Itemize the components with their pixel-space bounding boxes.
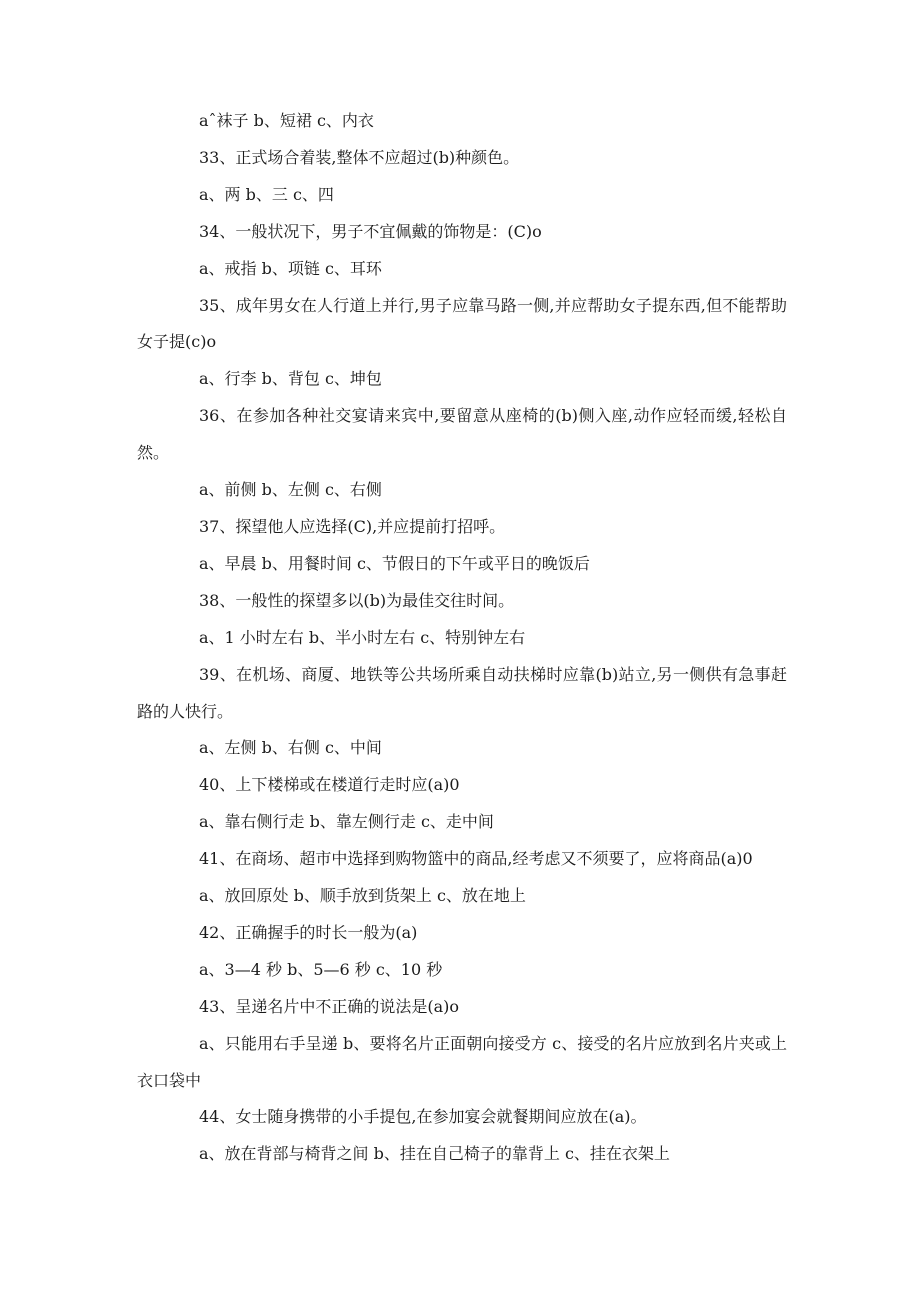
document-body bbox=[137, 103, 787, 1173]
question-34: 34、一般状况下，男子不宜佩戴的饰物是：(C)o bbox=[199, 221, 542, 241]
answer-options-44: a、放在背部与椅背之间 b、挂在自己椅子的靠背上 c、挂在衣架上 bbox=[199, 1144, 670, 1164]
question-39: 39、在机场、商厦、地铁等公共场所乘自动扶梯时应靠(b)站立,另一侧供有急事赶路的人快行。 bbox=[137, 664, 787, 721]
question-41: 41、在商场、超市中选择到购物篮中的商品,经考虑又不须要了，应将商品(a)0 bbox=[199, 849, 753, 869]
question-44: 44、女士随身携带的小手提包,在参加宴会就餐期间应放在(a)。 bbox=[199, 1107, 647, 1127]
answer-options-38: a、1 小时左右 b、半小时左右 c、特别钟左右 bbox=[199, 627, 526, 647]
question-36: 36、在参加各种社交宴请来宾中,要留意从座椅的(b)侧入座,动作应轻而缓,轻松自然。 bbox=[137, 406, 787, 463]
question-40: 40、上下楼梯或在楼道行走时应(a)0 bbox=[199, 775, 460, 795]
answer-options-33: a、两 b、三 c、四 bbox=[199, 184, 334, 204]
answer-options-40: a、靠右侧行走 b、靠左侧行走 c、走中间 bbox=[199, 812, 494, 832]
answer-options-43: a、只能用右手呈递 b、要将名片正面朝向接受方 c、接受的名片应放到名片夹或上衣口袋中 bbox=[137, 1033, 787, 1090]
answer-options-34: a、戒指 b、项链 c、耳环 bbox=[199, 258, 382, 278]
answer-options-36: a、前侧 b、左侧 c、右侧 bbox=[199, 480, 382, 500]
answer-options-41: a、放回原处 b、顺手放到货架上 c、放在地上 bbox=[199, 886, 526, 906]
answer-options-35: a、行李 b、背包 c、坤包 bbox=[199, 369, 382, 389]
answer-options-32: aˆ袜子 b、短裙 c、内衣 bbox=[199, 111, 374, 130]
question-38: 38、一般性的探望多以(b)为最佳交往时间。 bbox=[199, 590, 515, 610]
answer-options-39: a、左侧 b、右侧 c、中间 bbox=[199, 738, 382, 758]
question-35: 35、成年男女在人行道上并行,男子应靠马路一侧,并应帮助女子提东西,但不能帮助女子提(c)o bbox=[137, 295, 787, 352]
answer-options-42: a、3—4 秒 b、5—6 秒 c、10 秒 bbox=[199, 959, 443, 979]
question-33: 33、正式场合着装,整体不应超过(b)种颜色。 bbox=[199, 147, 520, 167]
question-37: 37、探望他人应选择(C),并应提前打招呼。 bbox=[199, 516, 506, 536]
answer-options-37: a、早晨 b、用餐时间 c、节假日的下午或平日的晚饭后 bbox=[199, 553, 590, 573]
question-43: 43、呈递名片中不正确的说法是(a)o bbox=[199, 996, 460, 1016]
question-42: 42、正确握手的时长一般为(a) bbox=[199, 922, 418, 942]
